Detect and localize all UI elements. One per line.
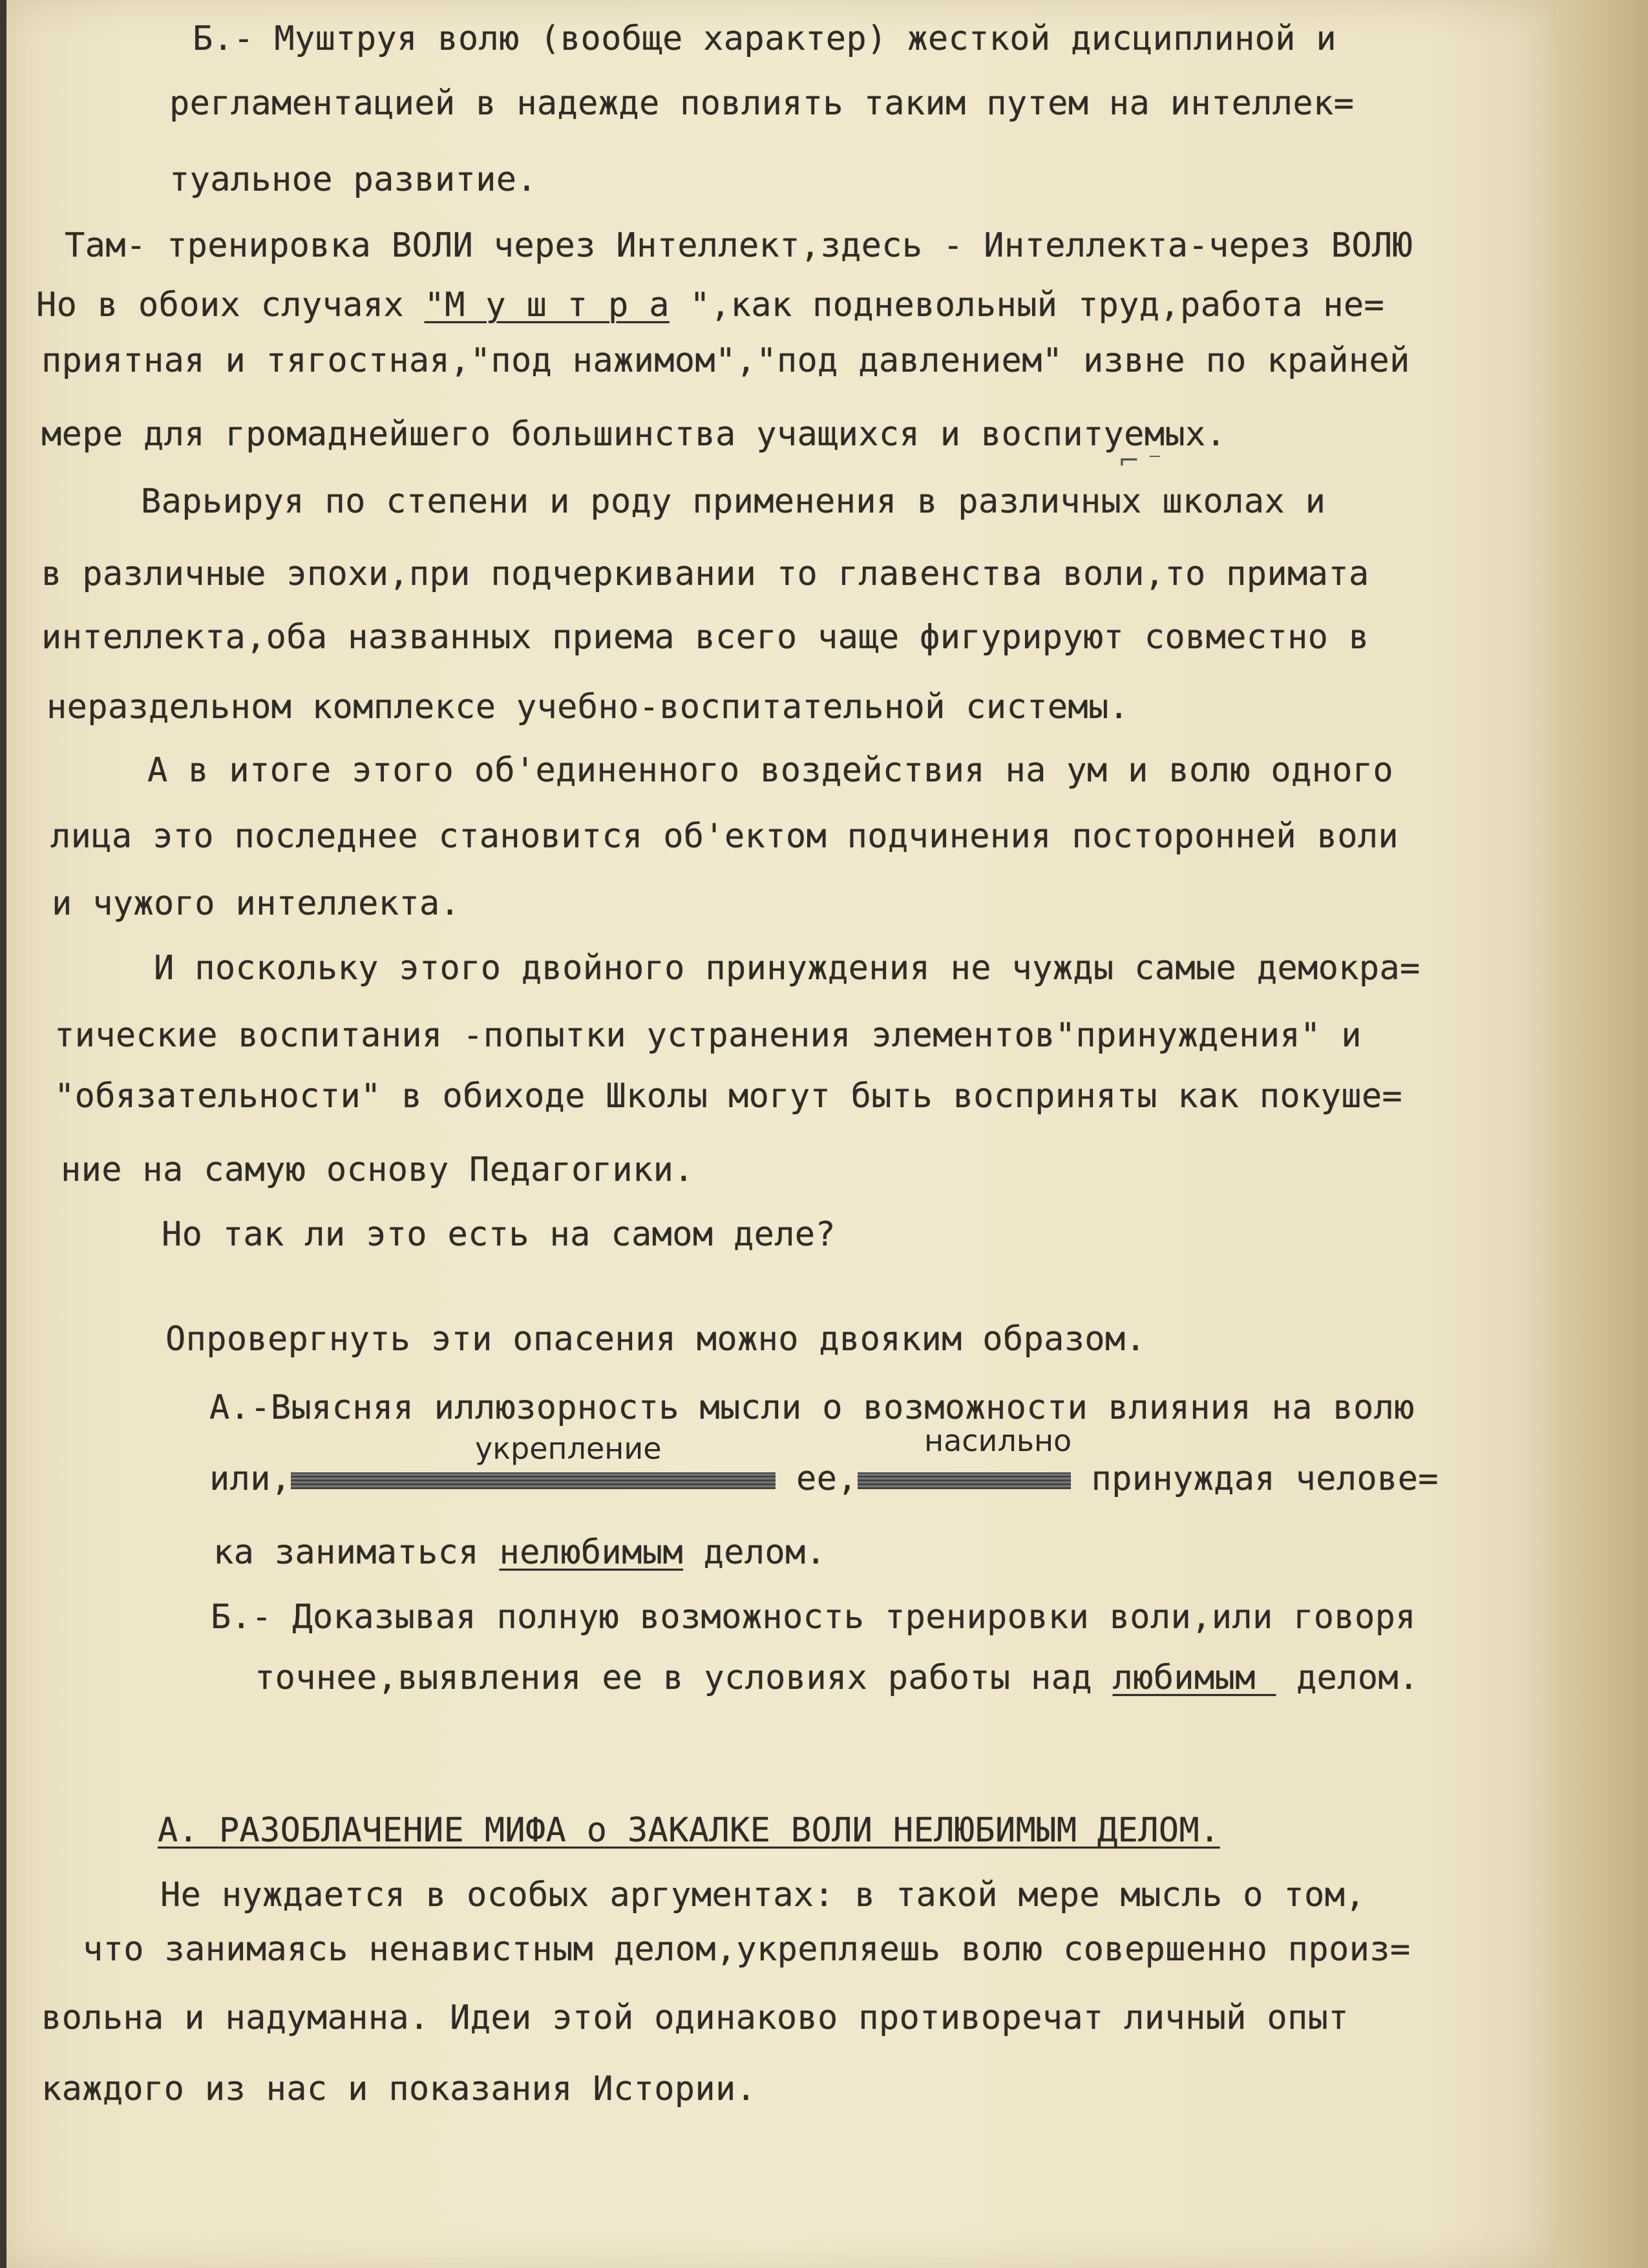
- text-line: нераздельном комплексе учебно-воспитательной системы.: [47, 688, 1130, 726]
- text-line: Варьируя по степени и роду применения в различных школах и: [141, 482, 1326, 521]
- text-line: А.-Выясняя иллюзорность мысли о возможности влияния на волю: [209, 1388, 1415, 1427]
- text-line: и чужого интеллекта.: [52, 884, 461, 923]
- text-line: туальное развитие.: [169, 160, 537, 199]
- text-line: А в итоге этого об'единенного воздействия на ум и волю одного: [147, 751, 1394, 790]
- text-line: Б.- Доказывая полную возможность тренировки воли,или говоря: [211, 1598, 1416, 1637]
- text-line: мере для громаднейшего большинства учащихся и воспитуемых.: [41, 415, 1227, 454]
- underlined-word: любимым: [1112, 1659, 1276, 1697]
- text-line: [213, 1532, 826, 1573]
- text-line: "обязательности" в обиходе Школы могут быть восприняты как покуше=: [54, 1077, 1403, 1116]
- text-line: Опровергнуть эти опасения можно двояким образом.: [165, 1320, 1146, 1359]
- text-line: ние на самую основу Педагогики.: [61, 1150, 694, 1189]
- underlined-word: нелюбимым: [499, 1533, 683, 1572]
- text-line: что занимаясь ненавистным делом,укрепляешь волю совершенно произ=: [83, 1930, 1411, 1969]
- text-line: И поскольку этого двойного принуждения не чужды самые демокра=: [154, 949, 1421, 988]
- text-segment: делом.: [1276, 1659, 1419, 1697]
- text-segment: ",как подневольный труд,работа не=: [669, 286, 1385, 324]
- underlined-word: "М у ш т р а: [424, 286, 670, 324]
- text-segment: точнее,выявления ее в условиях работы над: [255, 1659, 1113, 1697]
- text-segment: делом.: [682, 1533, 827, 1572]
- text-line: тические воспитания -попытки устранения элементов"принуждения" и: [54, 1016, 1362, 1055]
- text-line-muštra: [36, 284, 1384, 326]
- text-segment: Но в обоих случаях: [36, 286, 425, 324]
- text-line-struck: [209, 1458, 1439, 1500]
- text-segment: принуждая челове=: [1070, 1459, 1439, 1498]
- crossed-out-text: [291, 1472, 776, 1489]
- text-line: Не нуждается в особых аргументах: в такой мере мысль о том,: [160, 1876, 1366, 1914]
- crossed-out-text: [858, 1472, 1071, 1489]
- handwritten-insert-nasilno: насильно: [924, 1423, 1072, 1458]
- text-segment: или,: [209, 1459, 291, 1498]
- text-line: каждого из нас и показания Истории.: [41, 2070, 757, 2108]
- page-binding-edge: [0, 0, 6, 2268]
- text-line: лица это последнее становится об'ектом подчинения посторонней воли: [50, 817, 1399, 856]
- background-strip: [1556, 0, 1648, 2268]
- text-line: Но так ли это есть на самом деле?: [162, 1215, 836, 1254]
- text-line: Б.- Муштруя волю (вообще характер) жесткой дисциплиной и: [193, 19, 1336, 58]
- text-line: вольна и надуманна. Идеи этой одинаково противоречат личный опыт: [41, 1998, 1349, 2037]
- text-segment: ее,: [776, 1459, 858, 1498]
- text-line: Там- тренировка ВОЛИ через Интеллект,здесь - Интеллекта-через ВОЛЮ: [65, 226, 1413, 265]
- text-line: интеллекта,оба названных приема всего чаще фигурируют совместно в: [41, 618, 1369, 657]
- text-line: [255, 1657, 1419, 1699]
- text-line: приятная и тягостная,"под нажимом","под давлением" извне по крайней: [41, 341, 1410, 380]
- pencil-mark: ⌐ ⁻: [1118, 446, 1162, 476]
- section-heading: А. РАЗОБЛАЧЕНИЕ МИФА о ЗАКАЛКЕ ВОЛИ НЕЛЮБИМЫМ ДЕЛОМ.: [158, 1811, 1220, 1850]
- text-line: в различные эпохи,при подчеркивании то главенства воли,то примата: [41, 555, 1369, 593]
- text-line: регламентацией в надежде повлиять таким путем на интеллек=: [169, 84, 1355, 123]
- text-segment: ка заниматься: [213, 1533, 500, 1572]
- handwritten-insert-ukreplenie: укрепление: [475, 1431, 662, 1466]
